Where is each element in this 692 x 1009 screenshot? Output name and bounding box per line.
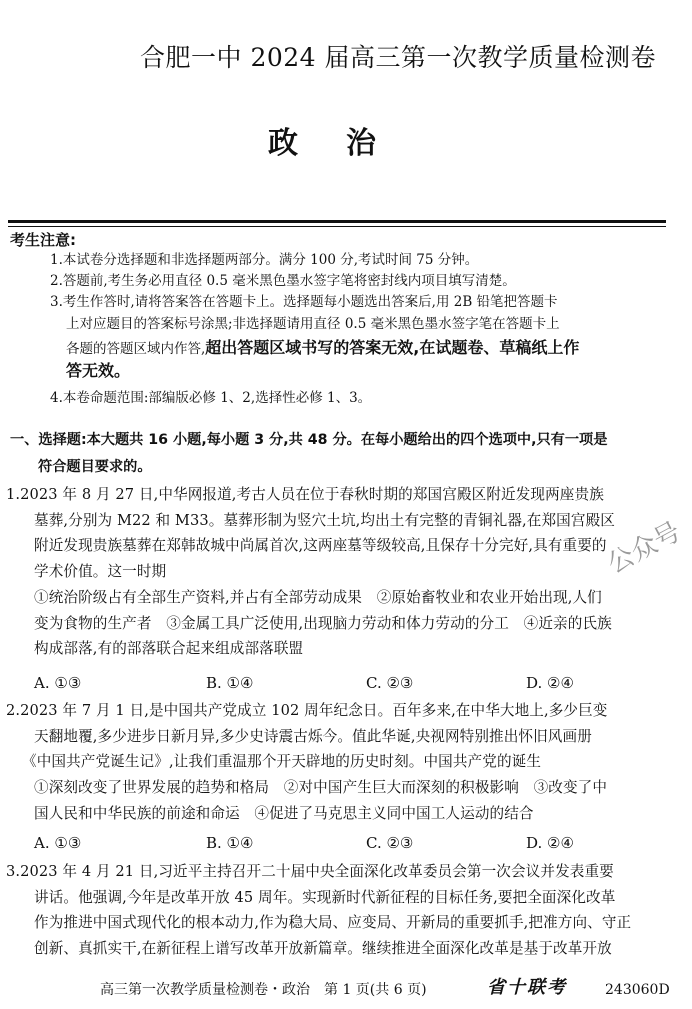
question-1-options — [34, 670, 664, 696]
question-1-line: 附近发现贵族墓葬在郑韩故城中尚属首次,这两座墓等级较高,且保存十分完好,具有重要的 — [34, 537, 607, 555]
section-heading-line-1: 一、选择题:本大题共 16 小题,每小题 3 分,共 48 分。在每小题给出的四个选项中,只有一项是 — [10, 432, 608, 448]
question-2-line: 《中国共产党诞生记》,让我们重温那个开天辟地的历史时刻。中国共产党的诞生 — [22, 753, 542, 771]
section-heading-line-2: 符合题目要求的。 — [38, 459, 152, 475]
notice-item-2: 2.答题前,考生务必用直径 0.5 毫米黑色墨水签字笔将密封线内项目填写清楚。 — [50, 273, 516, 289]
notice-item-4: 4.本卷命题范围:部编版必修 1、2,选择性必修 1、3。 — [50, 390, 372, 406]
question-3-line: 3.2023 年 4 月 21 日,习近平主持召开二十届中央全面深化改革委员会第一次会议并发表重要 — [6, 863, 614, 880]
question-2-line: 国人民和中华民族的前途和命运 ④促进了马克思主义同中国工人运动的结合 — [34, 804, 534, 822]
notice-heading: 考生注意: — [10, 231, 76, 249]
notice-item-3-line-3 — [66, 337, 688, 360]
watermark-text: 公众号 — [602, 516, 686, 580]
page-footer — [0, 978, 692, 1002]
notice-item-1: 1.本试卷分选择题和非选择题两部分。满分 100 分,考试时间 75 分钟。 — [50, 252, 479, 268]
question-2-option-b[interactable]: B. ①④ — [206, 834, 254, 852]
question-1-line: ①统治阶级占有全部生产资料,并占有全部劳动成果 ②原始畜牧业和农业开始出现,人们 — [34, 588, 602, 606]
question-1-line: 变为食物的生产者 ③金属工具广泛使用,出现脑力劳动和体力劳动的分工 ④近亲的氏族 — [34, 614, 612, 632]
notice-item-3-text: 各题的答题区域内作答, — [66, 341, 206, 357]
question-1-line: 墓葬,分别为 M22 和 M33。墓葬形制为竖穴土坑,均出土有完整的青铜礼器,在郑国宫殿区 — [34, 511, 615, 529]
notice-item-3-line-1: 3.考生作答时,请将答案答在答题卡上。选择题每小题选出答案后,用 2B 铅笔把答题卡 — [50, 294, 558, 310]
header-divider-thin — [8, 226, 666, 227]
header-divider-thick — [8, 220, 666, 223]
question-1-option-b[interactable]: B. ①④ — [206, 674, 254, 692]
notice-item-3-emphasis: 超出答题区域书写的答案无效,在试题卷、草稿纸上作 — [205, 338, 580, 357]
question-2-line: ①深刻改变了世界发展的趋势和格局 ②对中国产生巨大而深刻的积极影响 ③改变了中 — [34, 779, 608, 797]
question-2-option-a[interactable]: A. ①③ — [34, 834, 82, 852]
question-2-option-c[interactable]: C. ②③ — [366, 834, 414, 852]
question-3 — [6, 859, 666, 962]
footer-page-info: 高三第一次教学质量检测卷・政治 第 1 页(共 6 页) — [100, 982, 427, 998]
question-2-option-d[interactable]: D. ②④ — [526, 834, 574, 852]
notice-item-3-emphasis-end: 答无效。 — [66, 361, 131, 380]
subject-title: 政治 — [268, 126, 424, 161]
question-2 — [6, 698, 666, 827]
question-1-option-d[interactable]: D. ②④ — [526, 674, 574, 692]
question-2-line: 2.2023 年 7 月 1 日,是中国共产党成立 102 周年纪念日。百年多来,在中华大地上,多少巨变 — [6, 702, 608, 719]
question-1-line: 构成部落,有的部落联合起来组成部落联盟 — [34, 640, 304, 658]
question-3-line: 创新、真抓实干,在新征程上谱写改革开放新篇章。继续推进全面深化改革是基于改革开放 — [34, 940, 612, 958]
question-1-line: 1.2023 年 8 月 27 日,中华网报道,考古人员在位于春秋时期的郑国宫殿区附近发现两座贵族 — [6, 486, 604, 503]
exam-title: 合肥一中 2024 届高三第一次教学质量检测卷 — [140, 43, 657, 72]
question-1-line: 学术价值。这一时期 — [34, 563, 167, 581]
question-2-line: 天翻地覆,多少进步日新月异,多少史诗震古烁今。值此华诞,央视网特别推出怀旧风画册 — [34, 727, 592, 745]
footer-brand-logo: 省十联考 — [487, 977, 567, 998]
question-3-line: 作为推进中国式现代化的根本动力,作为稳大局、应变局、开新局的重要抓手,把准方向、守正 — [34, 914, 632, 932]
question-1-option-c[interactable]: C. ②③ — [366, 674, 414, 692]
footer-code: 243060D — [605, 982, 670, 998]
question-1 — [6, 482, 666, 662]
question-2-options — [34, 830, 664, 856]
question-1-option-a[interactable]: A. ①③ — [34, 674, 82, 692]
notice-item-3-line-2: 上对应题目的答案标号涂黑;非选择题请用直径 0.5 毫米黑色墨水签字笔在答题卡上 — [66, 316, 560, 332]
question-3-line: 讲话。他强调,今年是改革开放 45 周年。实现新时代新征程的目标任务,要把全面深化改革 — [34, 888, 616, 906]
